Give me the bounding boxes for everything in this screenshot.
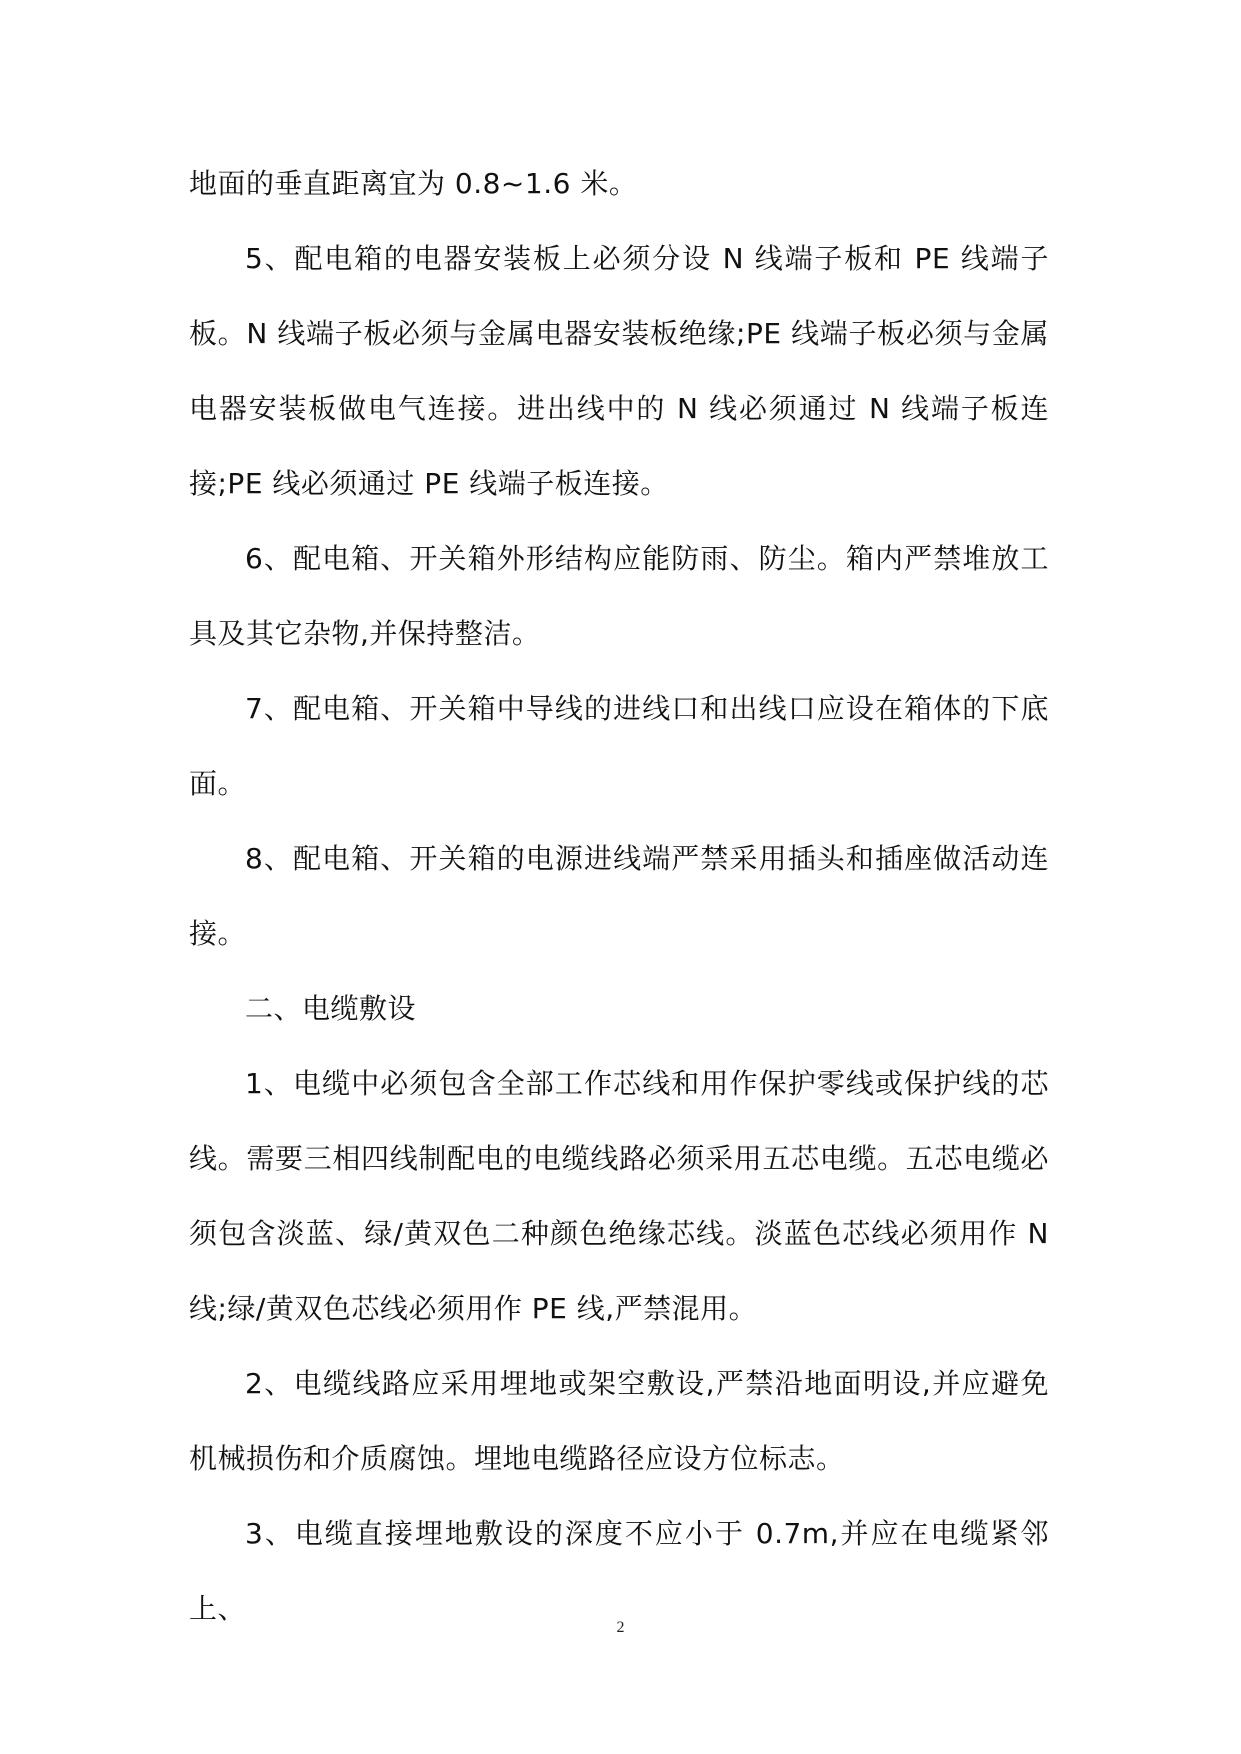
- document-body: [189, 146, 1049, 1646]
- paragraph-cable-item-3: 3、电缆直接埋地敷设的深度不应小于 0.7m,并应在电缆紧邻上、: [189, 1517, 1049, 1625]
- paragraph-continuation: 地面的垂直距离宜为 0.8~1.6 米。: [189, 167, 638, 200]
- paragraph-item-7: 7、配电箱、开关箱中导线的进线口和出线口应设在箱体的下底面。: [189, 692, 1049, 800]
- page-number: 2: [616, 1619, 625, 1636]
- section-heading-cable-laying: 二、电缆敷设: [245, 992, 417, 1025]
- paragraph-item-6: 6、配电箱、开关箱外形结构应能防雨、防尘。箱内严禁堆放工具及其它杂物,并保持整洁。: [189, 542, 1049, 650]
- paragraph-cable-item-2: 2、电缆线路应采用埋地或架空敷设,严禁沿地面明设,并应避免机械损伤和介质腐蚀。埋地电缆路径应设方位标志。: [189, 1367, 1049, 1475]
- paragraph-item-8: 8、配电箱、开关箱的电源进线端严禁采用插头和插座做活动连接。: [189, 842, 1049, 950]
- paragraph-cable-item-1: 1、电缆中必须包含全部工作芯线和用作保护零线或保护线的芯线。需要三相四线制配电的电缆线路必须采用五芯电缆。五芯电缆必须包含淡蓝、绿/黄双色二种颜色绝缘芯线。淡蓝色芯线必须用作 N 线;绿/黄双色芯线必须用作 PE 线,严禁混用。: [189, 1067, 1049, 1325]
- paragraph-item-5: 5、配电箱的电器安装板上必须分设 N 线端子板和 PE 线端子板。N 线端子板必须与金属电器安装板绝缘;PE 线端子板必须与金属电器安装板做电气连接。进出线中的 N 线必须通过 N 线端子板连接;PE 线必须通过 PE 线端子板连接。: [189, 242, 1049, 500]
